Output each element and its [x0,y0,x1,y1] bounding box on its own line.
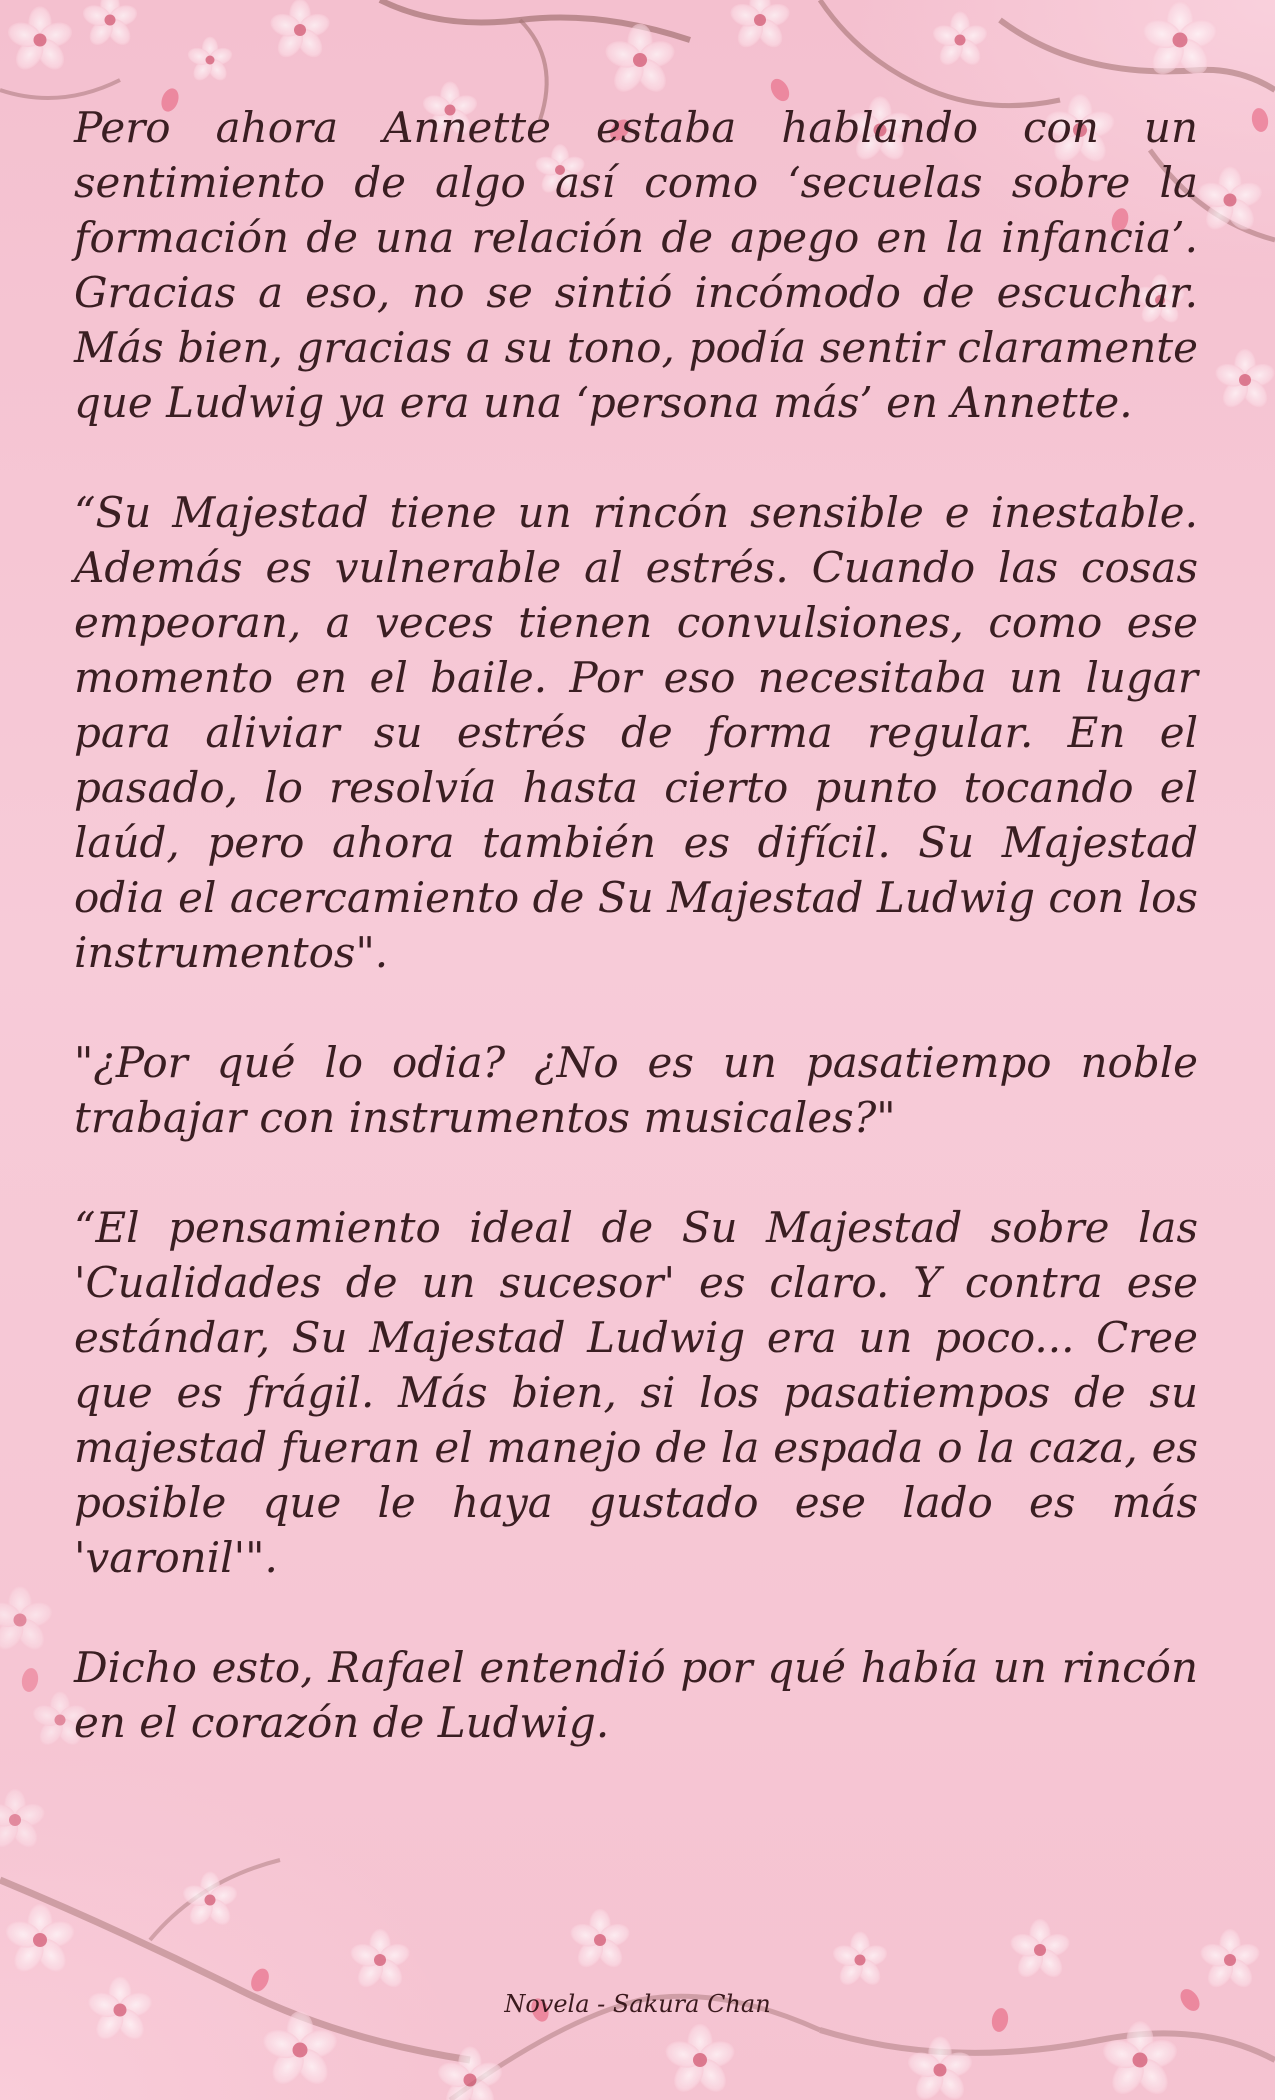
paragraph: “Su Majestad tiene un rincón sensible e inestable. Además es vulnerable al estrés. Cuando las cosas empeoran, a veces tienen convulsiones, como ese momento en el baile. Por eso necesitaba un lugar para aliviar su estrés de forma regular. En el pasado, lo resolvía hasta cierto punto tocando el laúd, pero ahora también es difícil. Su Majestad odia el acercamiento de Su Majestad Ludwig con los instrumentos". [74,488,1198,977]
bottom-blossoms [2,1871,1263,2100]
paragraph: Pero ahora Annette estaba hablando con un sentimiento de algo así como ‘secuelas sobre la formación de una relación de apego en la infancia’. Gracias a eso, no se sintió incómodo de escuchar. Más bien, gracias a su tono, podía sentir claramente que Ludwig ya era una ‘persona más’ en Annette. [74,103,1198,427]
paragraph: "¿Por qué lo odia? ¿No es un pasatiempo noble trabajar con instrumentos musicales?" [74,1038,1198,1142]
paragraph: “El pensamiento ideal de Su Majestad sobre las 'Cualidades de un sucesor' es claro. Y contra ese estándar, Su Majestad Ludwig era un poco... Cree que es frágil. Más bien, si los pasatiempos de su majestad fueran el manejo de la espada o la caza, es posible que le haya gustado ese lado es más 'varonil'". [74,1203,1198,1582]
paragraph: Dicho esto, Rafael entendió por qué había un rincón en el corazón de Ludwig. [74,1643,1198,1747]
story-text [74,100,1198,1805]
footer-credit: Novela - Sakura Chan [504,1990,771,2018]
